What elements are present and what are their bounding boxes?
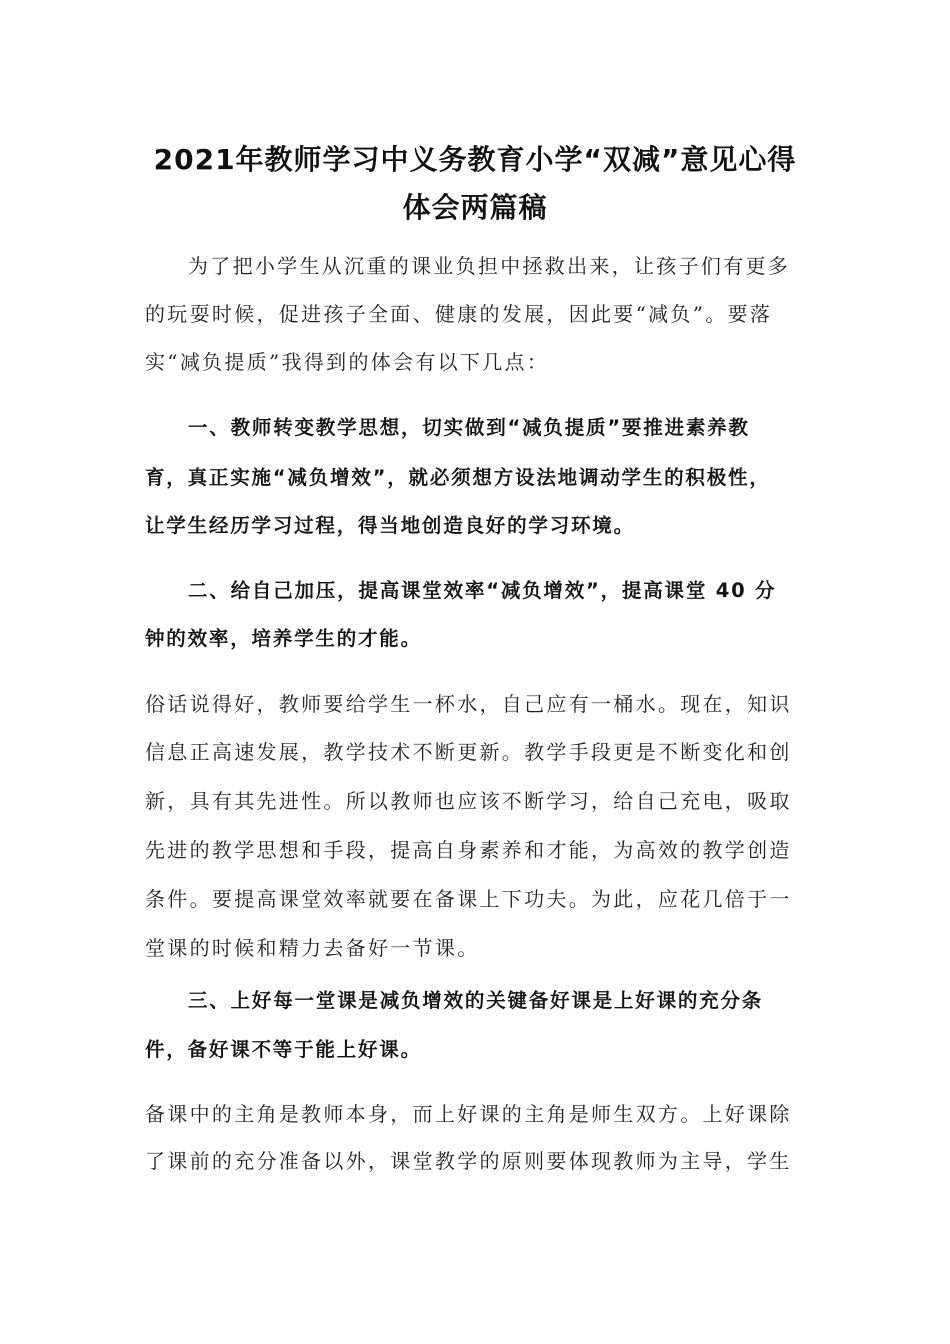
section3-body-line-1: 备课中的主角是教师本身，而上好课的主角是师生双方。上好课除 [145, 1102, 792, 1126]
document-title-line-1: 2021年教师学习中义务教育小学“双减”意见心得 [153, 143, 797, 176]
section2-body-line-6: 堂课的时候和精力去备好一节课。 [145, 936, 480, 960]
intro-line-1: 为了把小学生从沉重的课业负担中拯救出来，让孩子们有更多 [188, 254, 791, 278]
section2-body-line-3: 新，具有其先进性。所以教师也应该不断学习，给自己充电，吸取 [145, 789, 792, 813]
section2-body-line-4: 先进的教学思想和手段，提高自身素养和才能，为高效的教学创造 [145, 838, 792, 862]
section3-body-line-2: 了课前的充分准备以外，课堂教学的原则要体现教师为主导，学生 [145, 1149, 792, 1173]
section1-line-1: 一、教师转变教学思想，切实做到“减负提质”要推进素养教 [188, 416, 750, 439]
document-title-line-2: 体会两篇稿 [402, 191, 548, 224]
section2-heading-line-2: 钟的效率，培养学生的才能。 [145, 627, 422, 650]
intro-line-2: 的玩耍时候，促进孩子全面、健康的发展，因此要“减负”。要落 [145, 302, 773, 326]
section2-body-line-1: 俗话说得好，教师要给学生一杯水，自己应有一桶水。现在，知识 [145, 692, 792, 716]
section1-line-3: 让学生经历学习过程，得当地创造良好的学习环境。 [145, 514, 635, 537]
section3-heading-line-2: 件，备好课不等于能上好课。 [145, 1038, 422, 1061]
section3-heading-line-1: 三、上好每一堂课是减负增效的关键备好课是上好课的充分条 [188, 989, 764, 1012]
section2-body-line-5: 条件。要提高课堂效率就要在备课上下功夫。为此，应花几倍于一 [145, 887, 792, 911]
section1-line-2: 育，真正实施“减负增效”，就必须想方设法地调动学生的积极性， [145, 466, 771, 489]
intro-line-3: 实“减负提质”我得到的体会有以下几点： [145, 350, 550, 374]
section2-heading-line-1: 二、给自己加压，提高课堂效率“减负增效”，提高课堂 40 分 [188, 579, 777, 602]
section2-body-line-2: 信息正高速发展，教学技术不断更新。教学手段更是不断变化和创 [145, 740, 792, 764]
